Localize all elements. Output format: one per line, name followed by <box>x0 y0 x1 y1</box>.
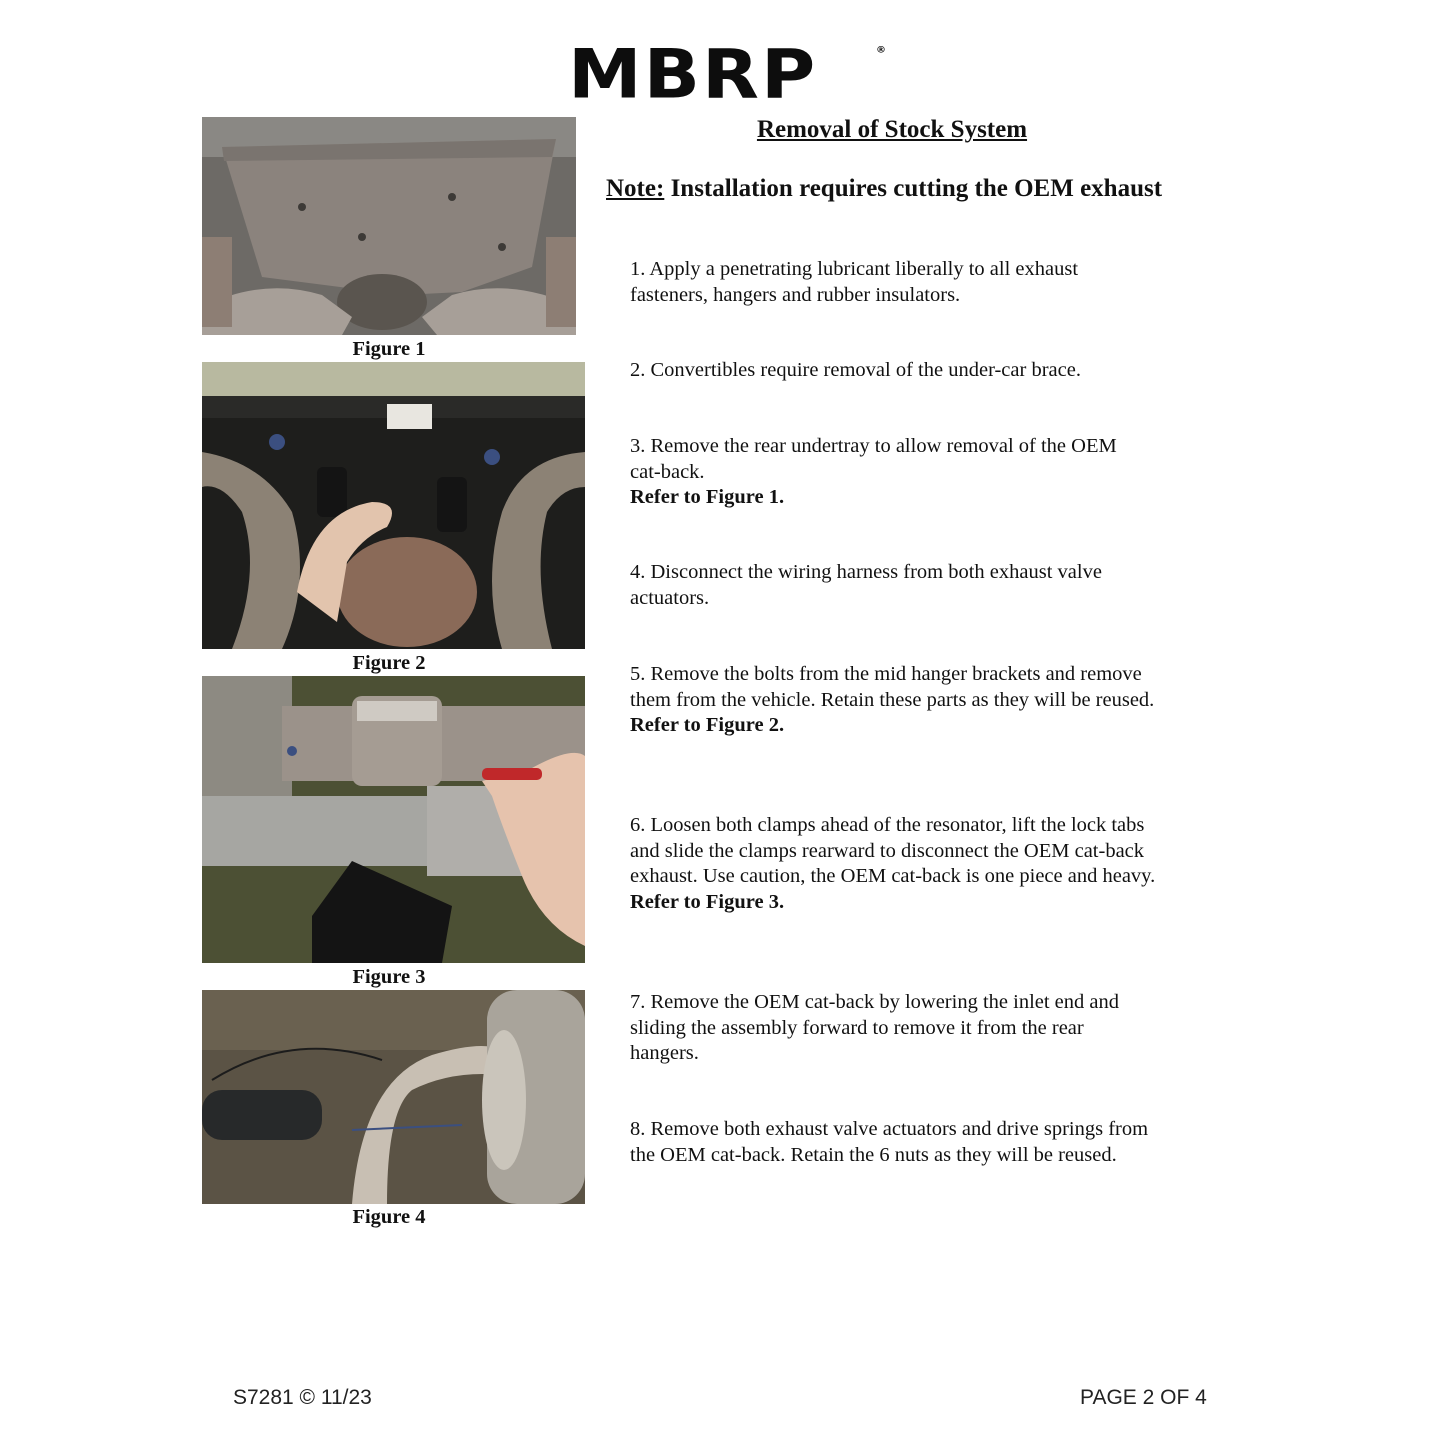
step-2-text: 2. Convertibles require removal of the under-car brace. <box>630 359 1081 381</box>
step-1-text: 1. Apply a penetrating lubricant liberally to all exhaust fasteners, hangers and rubber insulators. <box>630 258 1079 306</box>
step-5-figure-ref: Refer to Figure 2. <box>630 714 785 736</box>
step-5 <box>630 662 1160 739</box>
step-1 <box>630 257 1160 308</box>
figure-2-caption: Figure 2 <box>352 652 426 674</box>
note-label: Note: <box>606 175 665 202</box>
step-6-text: 6. Loosen both clamps ahead of the resonator, lift the lock tabs and slide the clamps rearward to disconnect the OEM cat-back exhaust. Use caution, the OEM cat-back is one piece and heavy. <box>630 814 1156 887</box>
registered-mark: ® <box>876 44 886 56</box>
figure-4-caption: Figure 4 <box>352 1206 426 1228</box>
note-text: Installation requires cutting the OEM exhaust <box>664 175 1163 202</box>
step-8-text: 8. Remove both exhaust valve actuators and drive springs from the OEM cat-back. Retain the 6 nuts as they will be reused. <box>630 1118 1149 1166</box>
step-4-text: 4. Disconnect the wiring harness from both exhaust valve actuators. <box>630 561 1102 609</box>
step-5-text: 5. Remove the bolts from the mid hanger brackets and remove them from the vehicle. Retain these parts as they will be reused. <box>630 663 1155 711</box>
step-4 <box>630 560 1160 611</box>
step-2 <box>630 358 1160 384</box>
step-3 <box>630 434 1120 511</box>
step-3-text: 3. Remove the rear undertray to allow removal of the OEM cat-back. <box>630 435 1117 483</box>
figure-1-caption: Figure 1 <box>352 338 426 360</box>
mbrp-logo <box>568 34 886 114</box>
step-8 <box>630 1117 1160 1168</box>
step-6 <box>630 813 1160 915</box>
note <box>606 175 1162 203</box>
step-6-figure-ref: Refer to Figure 3. <box>630 890 785 913</box>
logo-text: MBRP <box>568 34 818 114</box>
step-7-text: 7. Remove the OEM cat-back by lowering the inlet end and sliding the assembly forward to remove it from the rear hangers. <box>630 991 1120 1064</box>
figure-2-photo <box>202 362 585 649</box>
page-number: PAGE 2 OF 4 <box>1080 1386 1207 1409</box>
step-7 <box>630 990 1130 1067</box>
step-3-figure-ref: Refer to Figure 1. <box>630 486 785 508</box>
document-code: S7281 © 11/23 <box>233 1386 372 1409</box>
figure-4-photo <box>202 990 585 1204</box>
figure-3-caption: Figure 3 <box>352 966 426 988</box>
figure-1-photo <box>202 117 576 335</box>
figure-3-photo <box>202 676 585 963</box>
section-title: Removal of Stock System <box>756 116 1028 143</box>
